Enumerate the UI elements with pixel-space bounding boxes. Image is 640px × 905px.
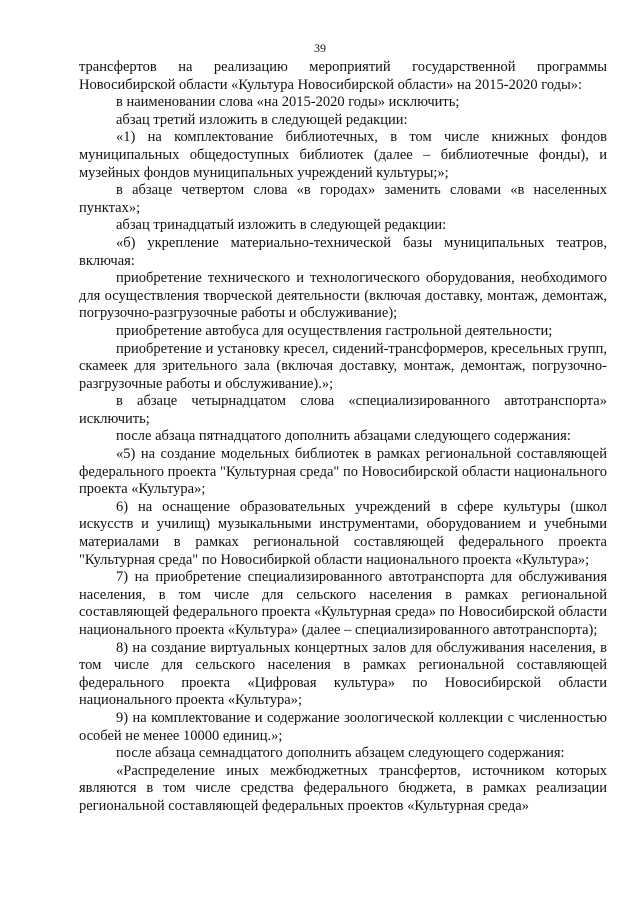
paragraph: после абзаца пятнадцатого дополнить абзацами следующего содержания:: [116, 428, 571, 445]
paragraph: в наименовании слова «на 2015-2020 годы» исключить;: [116, 94, 460, 111]
paragraph: «Распределение иных межбюджетных трансфертов, источником которых являются в том числе средства федерального бюджета, в рамках реализации региональной составляющей федеральных проектов «Культурная среда»: [79, 762, 607, 814]
paragraph: приобретение автобуса для осуществления гастрольной деятельности;: [116, 322, 553, 339]
paragraph: 7) на приобретение специализированного автотранспорта для обслуживания населения, в том числе для сельского населения в рамках региональной составляющей федерального проекта «Культурная среда» по Новосибирской области национального проекта «Культура» (далее – специализированного автотранспорта);: [79, 569, 607, 638]
paragraph: 6) на оснащение образовательных учреждений в сфере культуры (школ искусств и училищ) музыкальными инструментами, оборудованием и учебными материалами в рамках региональной составляющей федерального проекта "Культурная среда" по Новосибиркой области национального проекта «Культура»;: [79, 498, 607, 568]
paragraph: в абзаце четырнадцатом слова «специализированного автотранспорта» исключить;: [79, 393, 607, 427]
document-body: [79, 59, 607, 816]
paragraph: в абзаце четвертом слова «в городах» заменить словами «в населенных пунктах»;: [79, 182, 607, 216]
paragraph: 8) на создание виртуальных концертных залов для обслуживания населения, в том числе для сельского населения в рамках региональной составляющей федерального проекта «Цифровая культура» по Новосибирской области национального проекта «Культура»;: [79, 639, 607, 709]
paragraph: абзац третий изложить в следующей редакции:: [116, 111, 408, 128]
paragraph: после абзаца семнадцатого дополнить абзацем следующего содержания:: [116, 745, 565, 762]
paragraph: «1) на комплектование библиотечных, в том числе книжных фондов муниципальных общедоступных библиотек (далее – библиотечные фонды), и музейных фондов муниципальных учреждений культуры;»;: [79, 129, 607, 181]
paragraph: приобретение и установку кресел, сидений-трансформеров, кресельных групп, скамеек для зрительного зала (включая доставку, монтаж, демонтаж, погрузочно-разгрузочные работы и обслуживание).»;: [79, 340, 607, 392]
paragraph: приобретение технического и технологического оборудования, необходимого для осуществления творческой деятельности (включая доставку, монтаж, демонтаж, погрузочно-разгрузочные работы и обслуживание);: [79, 270, 607, 322]
page-number: 39: [314, 41, 326, 55]
paragraph: «б) укрепление материально-технической базы муниципальных театров, включая:: [79, 234, 607, 269]
paragraph: «5) на создание модельных библиотек в рамках региональной составляющей федерального проекта "Культурная среда" по Новосибирской области национального проекта «Культура»;: [79, 446, 607, 498]
paragraph: абзац тринадцатый изложить в следующей редакции:: [116, 217, 447, 234]
paragraph: 9) на комплектование и содержание зоологической коллекции с численностью особей не менее 10000 единиц.»;: [79, 709, 607, 744]
paragraph: трансфертов на реализацию мероприятий государственной программы Новосибирской области «Культура Новосибирской области» на 2015-2020 годы»:: [79, 59, 607, 93]
